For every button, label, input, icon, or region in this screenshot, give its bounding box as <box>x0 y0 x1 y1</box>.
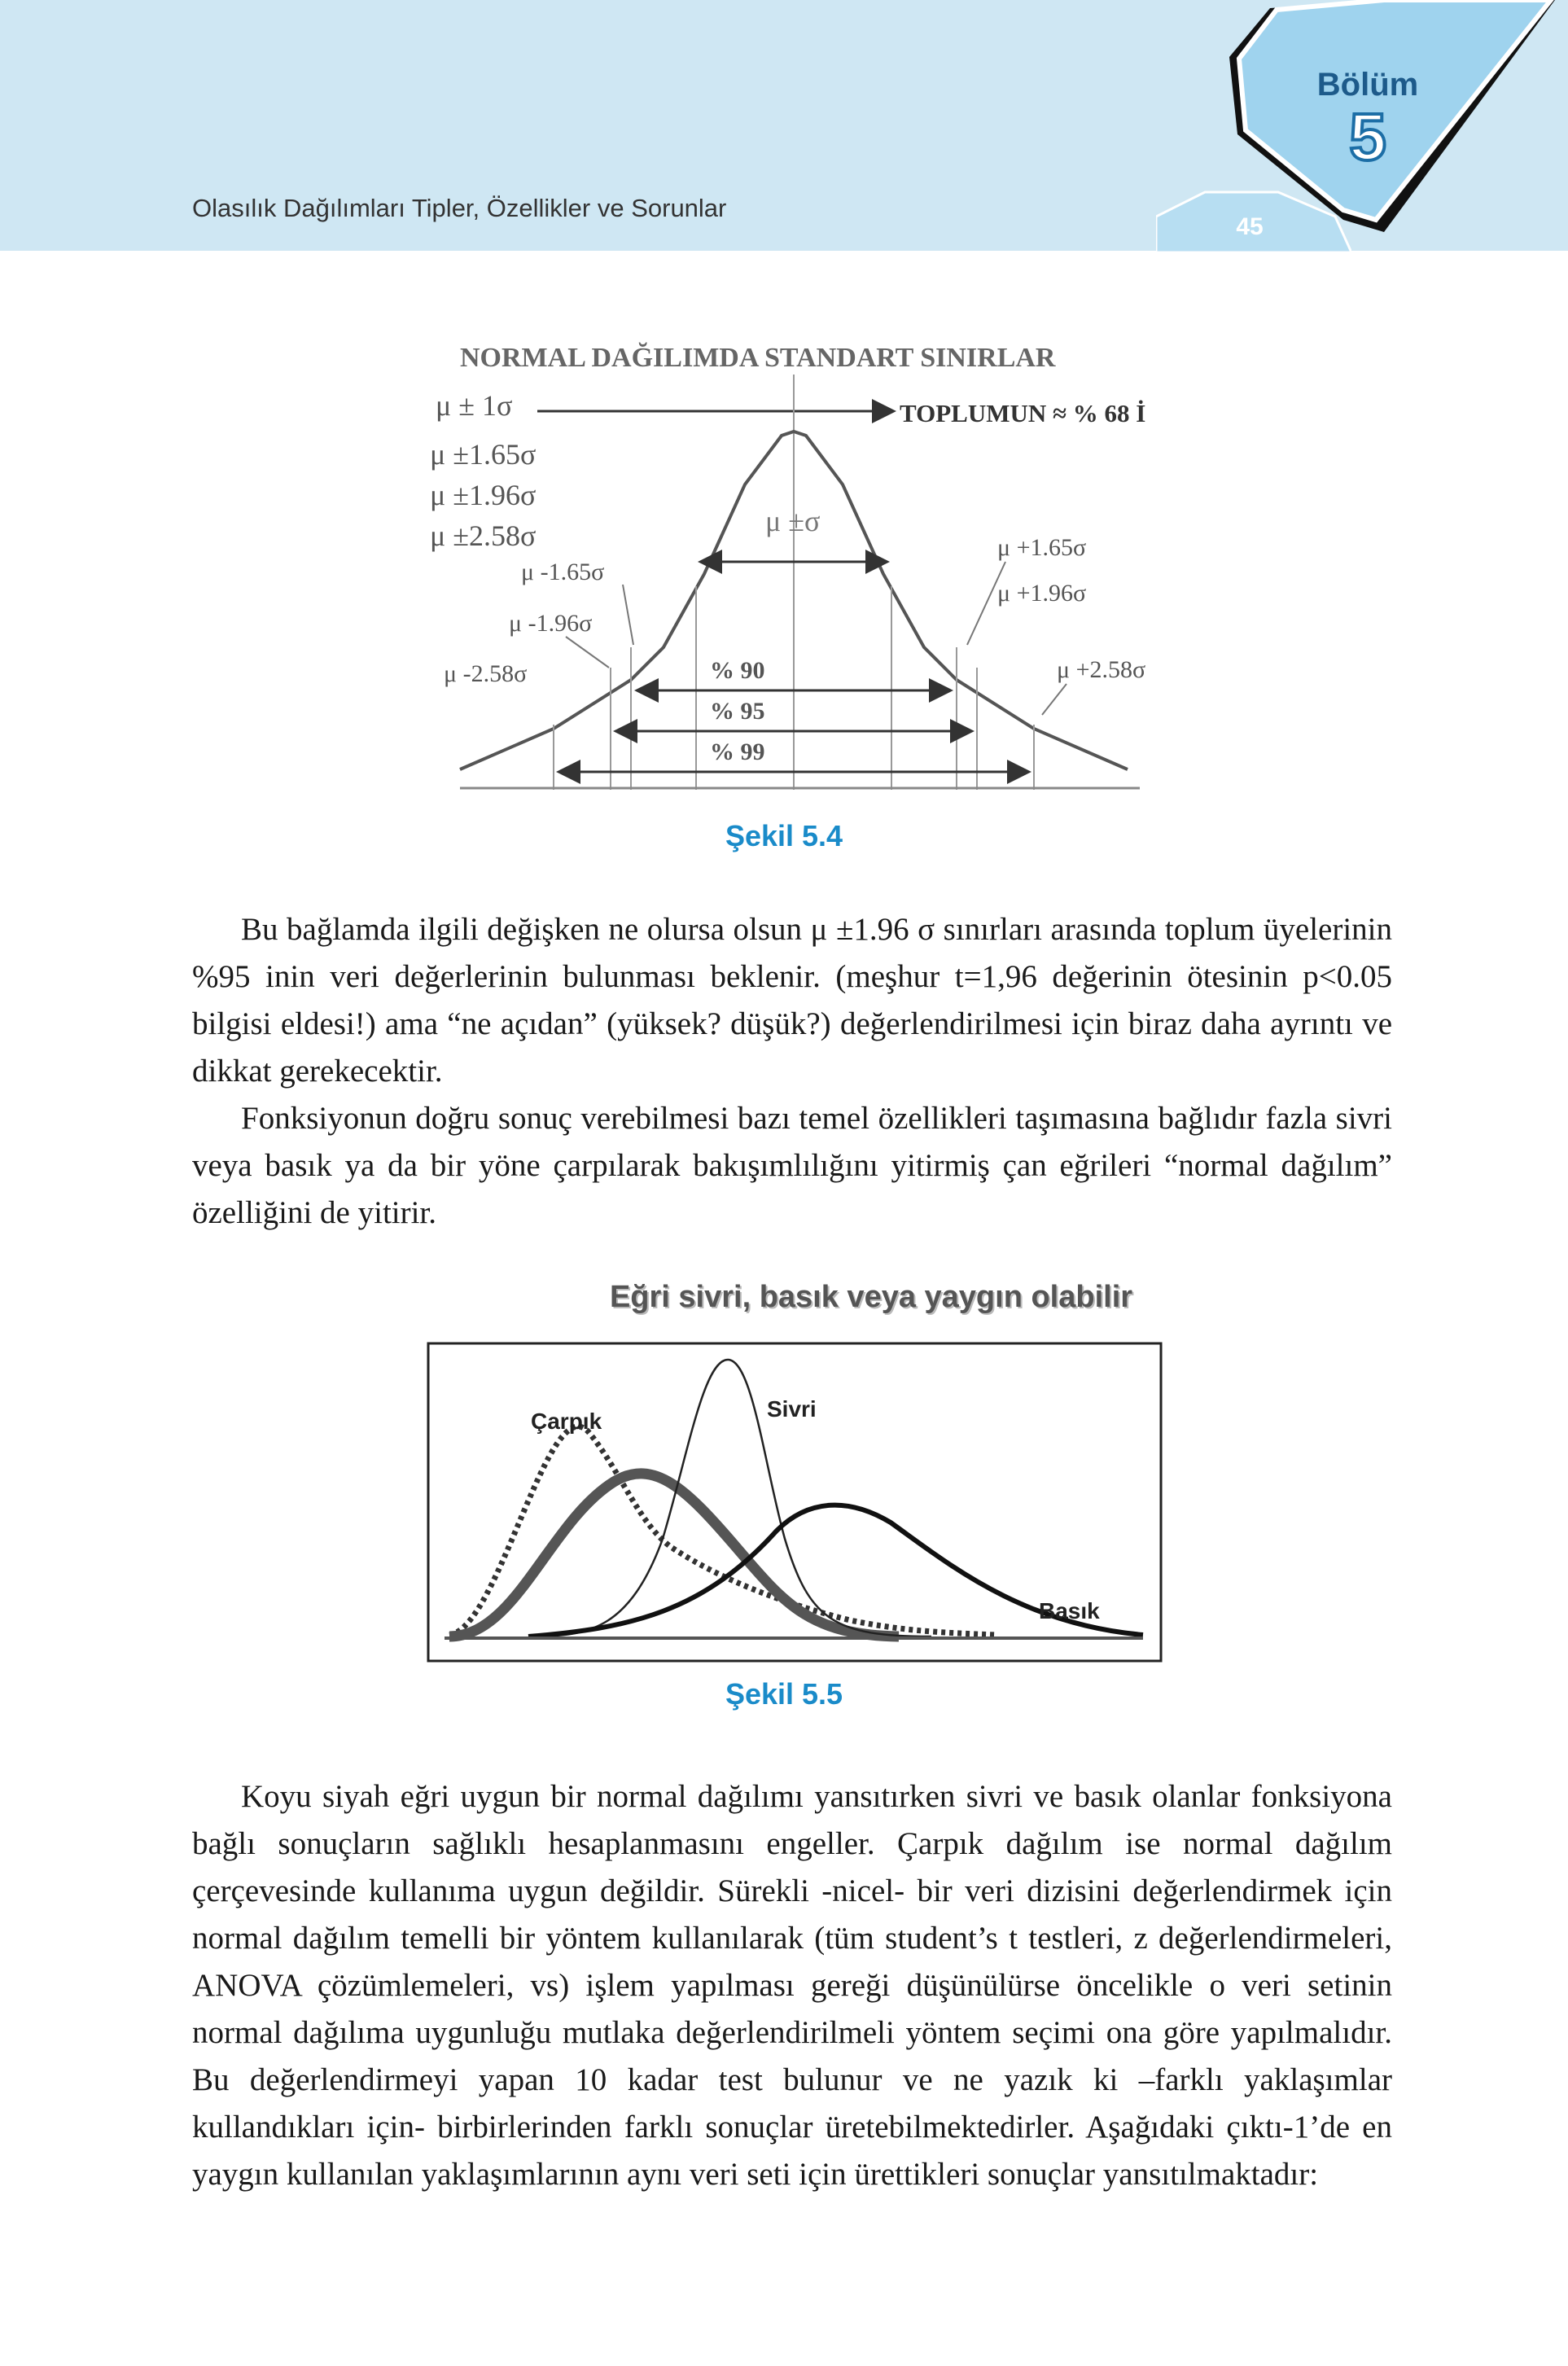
label-mu-196sigma: μ ±1.96σ <box>430 479 537 511</box>
paragraph-2: Fonksiyonun doğru sonuç verebilmesi bazı temel özellikleri taşımasına bağlıdır fazla sivri veya basık ya da bir yöne çarpılarak bakışımlılığını yitirmiş çan eğrileri “normal dağılım” özelliğini de yitirir. <box>192 1101 1392 1230</box>
label-flat: Basık <box>1039 1598 1100 1623</box>
label-plus-258: μ +2.58σ <box>1057 656 1146 683</box>
pointer-minus-165 <box>623 585 633 645</box>
label-plus-196: μ +1.96σ <box>997 580 1087 607</box>
label-percent-90: % 90 <box>710 657 765 684</box>
label-minus-258: μ -2.58σ <box>444 660 528 687</box>
label-plus-165: μ +1.65σ <box>997 534 1087 561</box>
figure-title: NORMAL DAĞILIMDA STANDART SINIRLAR <box>460 343 1056 373</box>
label-minus-196: μ -1.96σ <box>509 610 593 637</box>
label-mu-258sigma: μ ±2.58σ <box>430 519 537 552</box>
label-minus-165: μ -1.65σ <box>521 559 605 585</box>
running-title: Olasılık Dağılımları Tipler, Özellikler ve Sorunlar <box>192 194 727 222</box>
pointer-minus-196 <box>566 637 609 668</box>
figure2-title: Eğri sivri, basık veya yaygın olabilir <box>609 1280 1133 1314</box>
label-mu-1sigma: μ ± 1σ <box>436 389 513 422</box>
pointer-plus-258 <box>1042 684 1067 715</box>
toplumun-label: TOPLUMUN ≈ % 68 İ <box>900 399 1146 427</box>
chapter-label: Bölüm <box>1316 67 1419 103</box>
figure-caption-5-4: Şekil 5.4 <box>725 819 843 852</box>
paragraph-3: Koyu siyah eğri uygun bir normal dağılımı yansıtırken sivri ve basık olanlar fonksiyona bağlı sonuçların sağlıklı hesaplanmasını engeller. Çarpık dağılım ise normal dağılım çerçevesinde kullanıma uygun değildir. Sürekli -nicel- bir veri dizisini değerlendirmek için normal dağılım temelli bir yöntem kullanılarak (tüm student’s t testleri, z değerlendirmeleri, ANOVA çözümlemeleri, vs) işlem yapılması gereği düşünülürse öncelikle o veri setinin normal dağılıma uygunluğu mutlaka değerlendirilmeli yöntem seçimi ona göre yapılmalıdır. Bu değerlendirmeyi yapan 10 kadar test bulunur ve ne yazık ki –farklı yaklaşımlar kullandıkları için- birbirlerinden farklı sonuçlar üretebilmektedirler. Aşağıdaki çıktı-1’de en yaygın kullanılan yaklaşımlarının aynı veri seti için ürettikleri sonuçlar yansıtılmaktadır: <box>192 1779 1392 2192</box>
label-percent-99: % 99 <box>710 738 765 765</box>
label-peaked: Sivri <box>767 1396 817 1422</box>
paragraph-1: Bu bağlamda ilgili değişken ne olursa olsun μ ±1.96 σ sınırları arasında toplum üyelerinin %95 inin veri değerlerinin bulunması beklenir. (meşhur t=1,96 değerinin ötesinin p<0.05 bilgisi eldesi!) ama “ne açıdan” (yüksek? düşük?) değerlendirilmesi için biraz daha ayrıntı ve dikkat gerekecektir. <box>192 912 1392 1089</box>
normal-distribution-figure <box>423 326 1189 806</box>
center-label: μ ±σ <box>765 505 821 537</box>
label-mu-165sigma: μ ±1.65σ <box>430 438 537 471</box>
distribution-shapes-figure <box>427 1335 1167 1669</box>
label-percent-95: % 95 <box>710 698 765 725</box>
page-number: 45 <box>1236 213 1264 240</box>
label-skewed: Çarpık <box>531 1409 602 1434</box>
chapter-number: 5 <box>1349 100 1386 174</box>
figure-caption-5-5: Şekil 5.5 <box>725 1677 843 1711</box>
